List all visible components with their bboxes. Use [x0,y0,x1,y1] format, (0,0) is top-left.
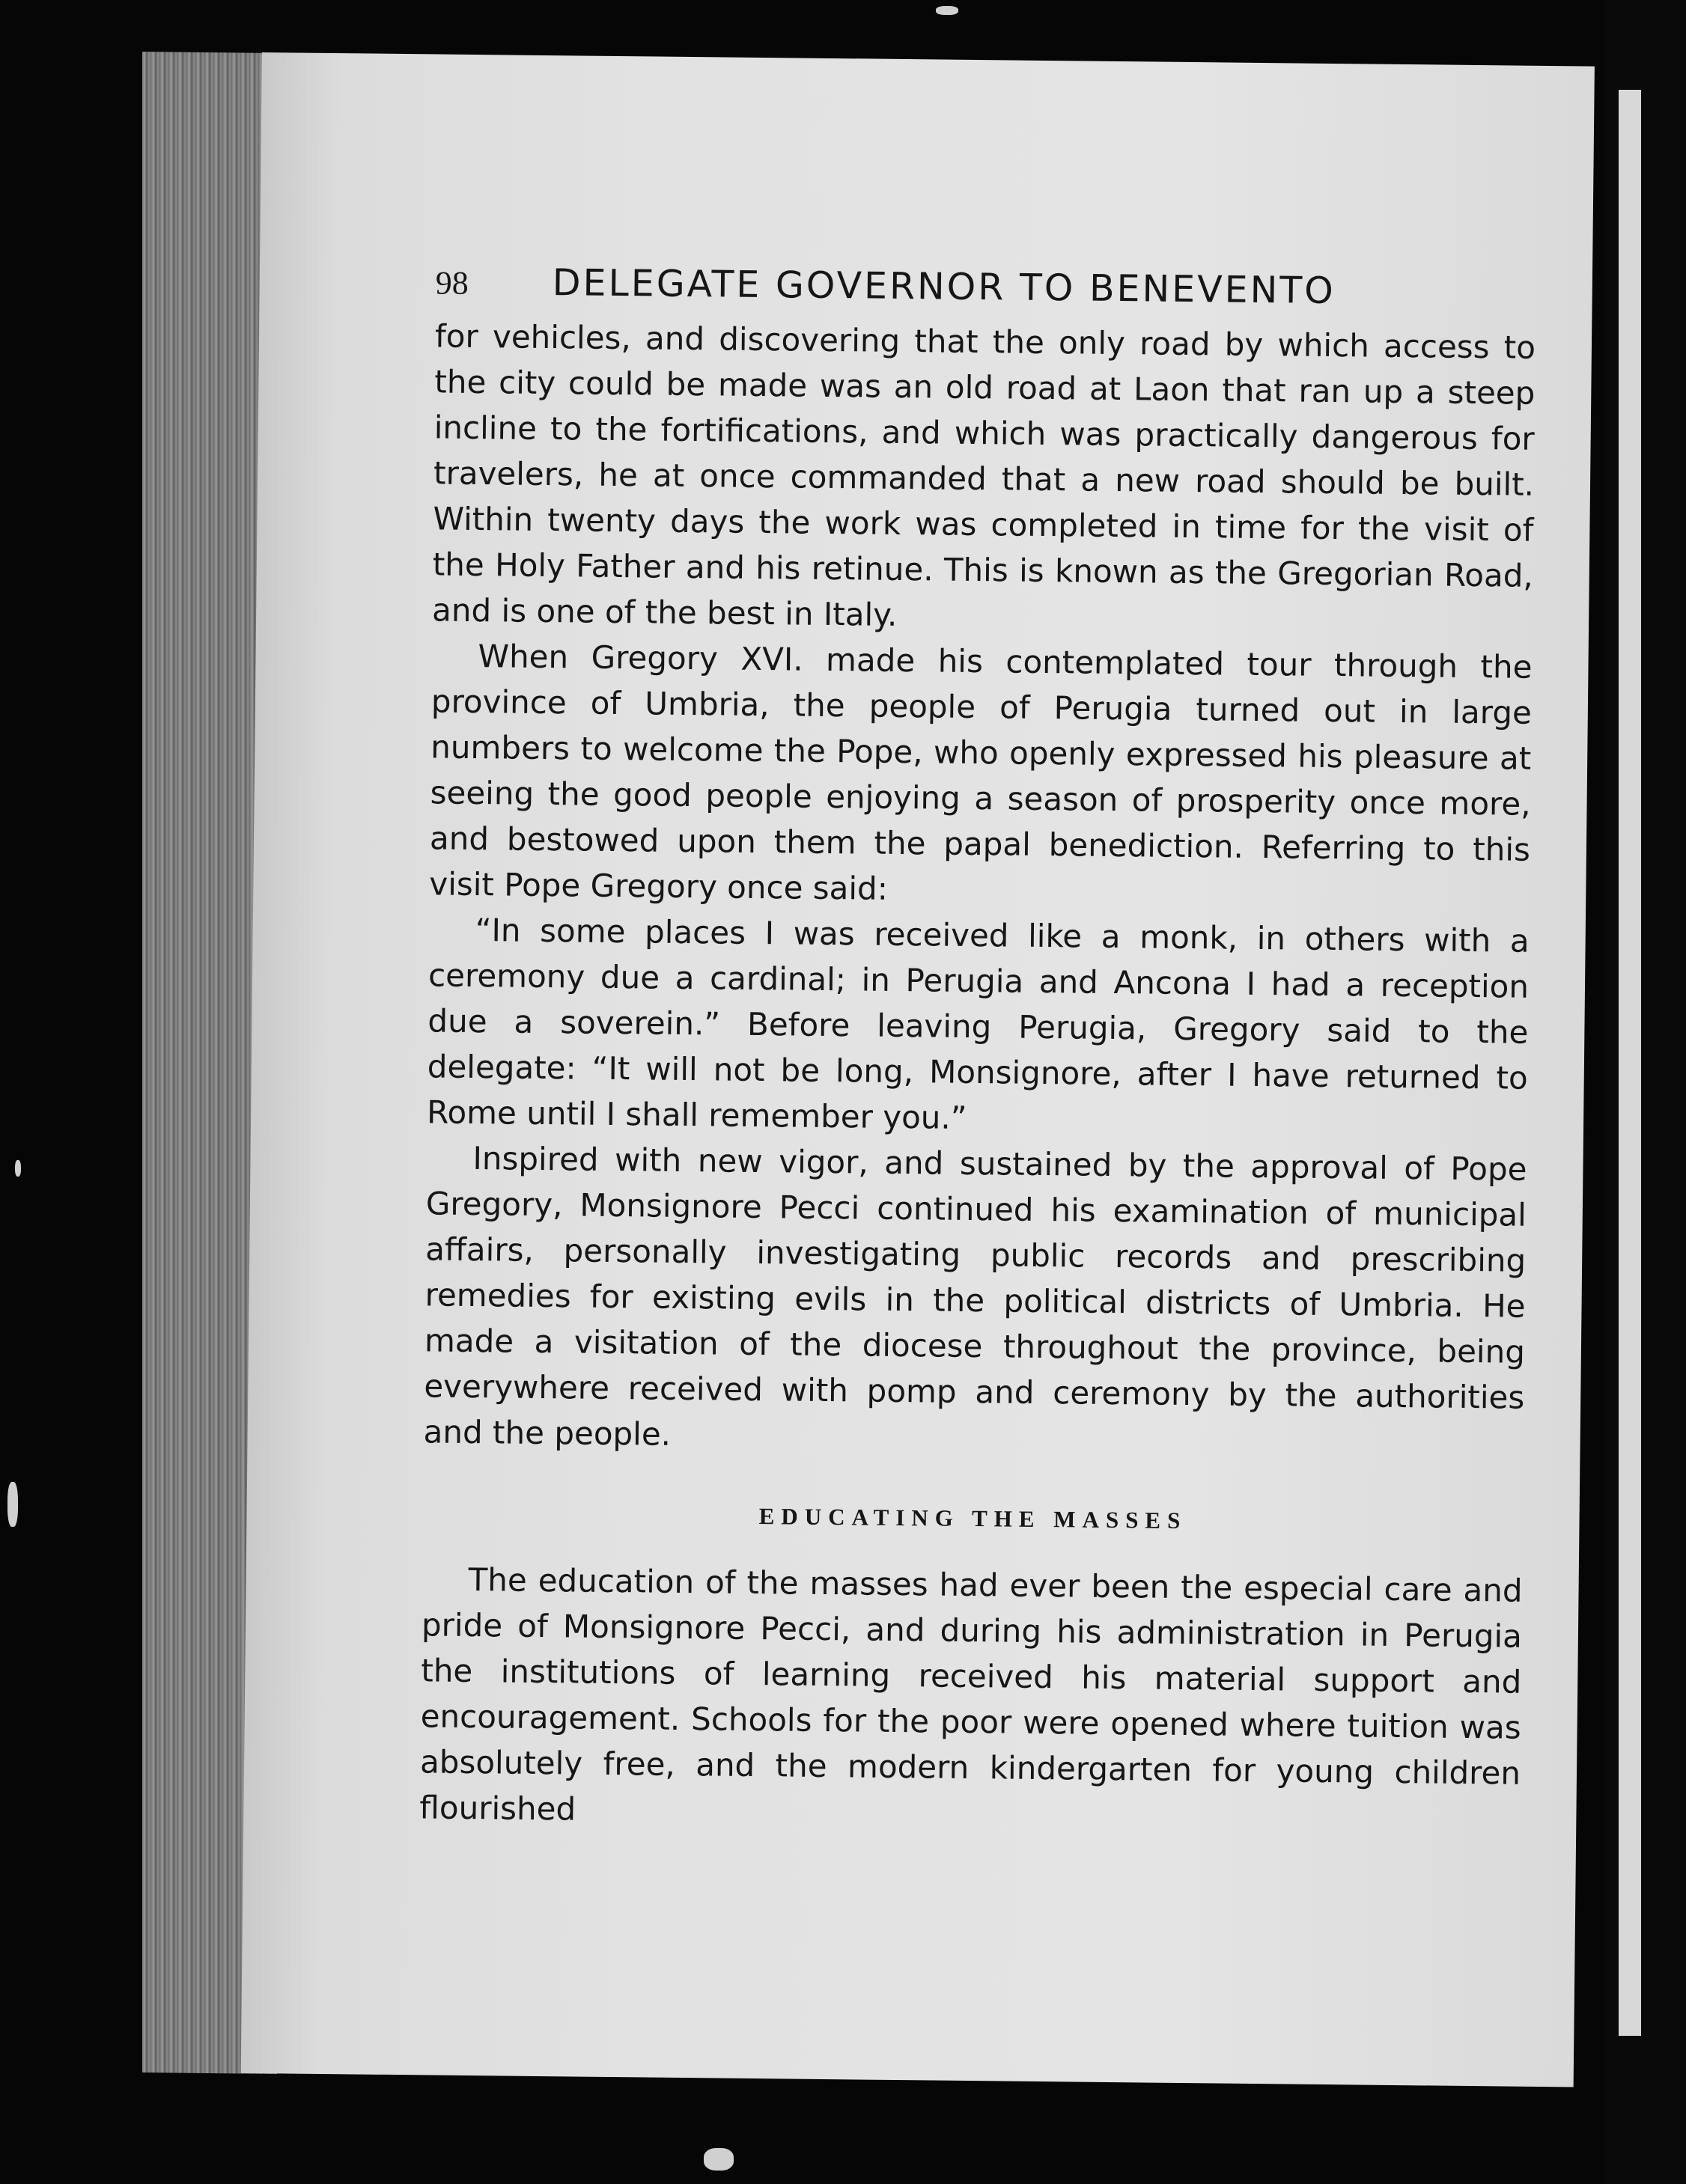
paragraph-continuation: for vehicles, and discovering that the only road by which access to the city could be made was an old road at Laon that ran up a steep incline to the fortifications, and which was practically dangerous for travelers, he at once commanded that a new road should be built. Within twenty days the work was completed in time for the visit of the Holy Father and his retinue. This is known as the Gregorian Road, and is one of the best in Italy. [431,317,1536,633]
scan-speck [7,1482,18,1527]
running-head [436,260,1537,314]
scan-speck [936,6,958,15]
page-content [419,260,1536,1841]
paragraph-education: The education of the masses had ever been the especial care and pride of Monsignore Pecci, and during his administration in Perugia the institutions of learning received his material support and encouragement. Schools for the poor were opened where tuition was absolutely free, and the modern kindergarten for young children flourished [419,1561,1523,1828]
scan-speck [704,2148,734,2171]
section-heading: EDUCATING THE MASSES [758,1503,1187,1534]
scan-speck [15,1160,21,1177]
running-title: DELEGATE GOVERNOR TO BENEVENTO [552,261,1336,313]
book-page [241,52,1595,2087]
paragraph-new-vigor: Inspired with new vigor, and sustained by the approval of Pope Gregory, Monsignore Pecci continued his examination of municipal affairs, personally investigating public records and prescribing remedies for existing evils in the political districts of Umbria. He made a visitation of the diocese throughout the province, being everywhere received with pomp and ceremony by the authorities and the people. [423,1140,1527,1453]
next-page-edge [1619,90,1641,2036]
scan-background-right [1604,0,1686,2184]
paragraph-gregory-tour: When Gregory XVI. made his contemplated tour through the province of Umbria, the people of Perugia turned out in large numbers to welcome the Pope, who openly expressed his pleasure at seeing the good people enjoying a season of prosperity once more, and bestowed upon them the papal benediction. Referring to this visit Pope Gregory once said: [429,638,1533,907]
page-number: 98 [435,264,469,302]
paragraph-quote: “In some places I was received like a monk, in others with a ceremony due a cardinal; in Perugia and Ancona I had a reception due a soverein.” Before leaving Perugia, Gregory said to the delegate: “It will not be long, Monsignore, after I have returned to Rome until I shall remember you.” [426,912,1530,1136]
